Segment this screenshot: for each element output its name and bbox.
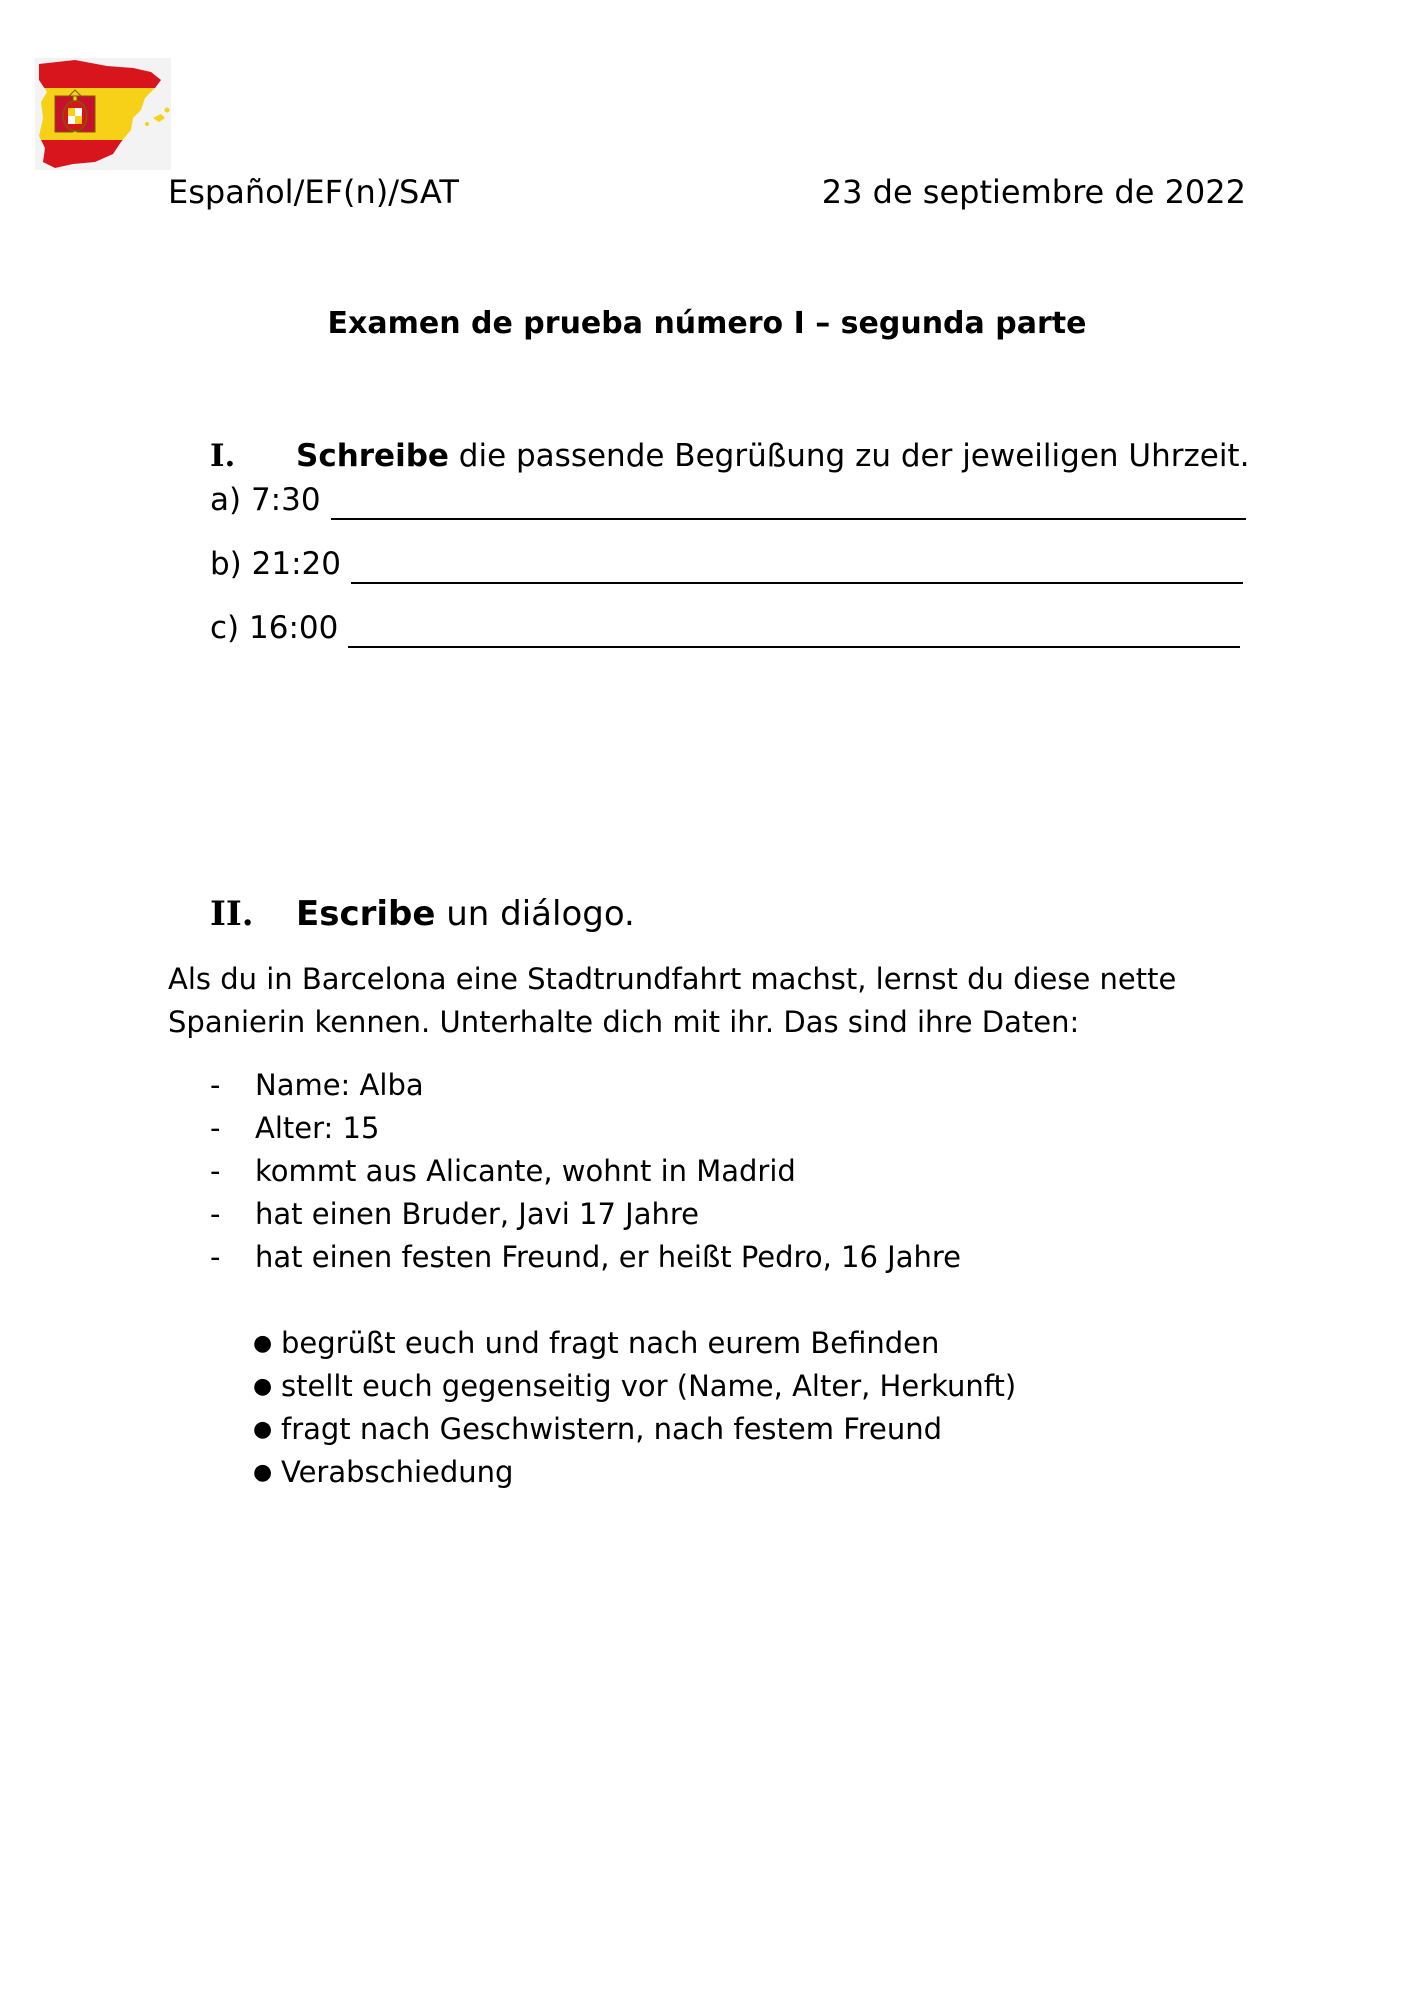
answer-row-c <box>210 608 1240 648</box>
list-item <box>210 1107 961 1150</box>
bullet-icon: ● <box>253 1331 273 1356</box>
bullet-icon: ● <box>253 1374 273 1399</box>
answer-line-b[interactable] <box>351 554 1243 584</box>
item-time: 16:00 <box>249 610 339 646</box>
item-time: 7:30 <box>250 482 321 518</box>
task-text: Verabschiedung <box>281 1455 514 1489</box>
answer-row-a <box>210 480 1246 520</box>
answer-line-c[interactable] <box>348 618 1240 648</box>
answer-row-b <box>210 544 1243 584</box>
fact-text: Alter: 15 <box>255 1111 380 1145</box>
spain-map-flag-icon <box>35 58 171 170</box>
section-1-instruction-verb: Schreibe <box>296 438 449 474</box>
list-item <box>210 1150 961 1193</box>
list-item <box>253 1408 1016 1451</box>
dash-marker: - <box>210 1240 221 1274</box>
section-2-heading <box>210 892 635 936</box>
fact-text: Name: Alba <box>255 1068 424 1102</box>
page-title: Examen de prueba número I – segunda parte <box>327 306 1087 341</box>
fact-text: kommt aus Alicante, wohnt in Madrid <box>255 1154 796 1188</box>
exam-date: 23 de septiembre de 2022 <box>821 173 1246 211</box>
section-2-intro: Als du in Barcelona eine Stadtrundfahrt machst, lernst du diese nette Spanierin kennen. Unterhalte dich mit ihr. Das sind ihre Daten: <box>168 962 1177 1039</box>
section-1-heading <box>210 436 1249 476</box>
task-text: begrüßt euch und fragt nach eurem Befinden <box>281 1326 940 1360</box>
item-label: b) <box>210 546 242 582</box>
bullet-icon: ● <box>253 1460 273 1485</box>
dash-marker: - <box>210 1111 221 1145</box>
task-text: fragt nach Geschwistern, nach festem Freund <box>281 1412 943 1446</box>
course-code: Español/EF(n)/SAT <box>168 173 459 211</box>
fact-text: hat einen festen Freund, er heißt Pedro, 16 Jahre <box>255 1240 961 1274</box>
bullet-icon: ● <box>253 1417 273 1442</box>
section-2-number: II. <box>210 894 254 934</box>
item-time: 21:20 <box>251 546 341 582</box>
tasks-list <box>253 1322 1016 1494</box>
section-2-instruction-text: un diálogo. <box>435 894 635 934</box>
dash-marker: - <box>210 1197 221 1231</box>
list-item <box>253 1451 1016 1494</box>
section-1-instruction-text: die passende Begrüßung zu der jeweiligen Uhrzeit. <box>448 438 1250 474</box>
facts-list <box>210 1064 961 1279</box>
section-2-instruction-verb: Escribe <box>296 894 436 934</box>
list-item <box>210 1236 961 1279</box>
section-1-number: I. <box>210 438 236 474</box>
item-label: a) <box>210 482 242 518</box>
answer-line-a[interactable] <box>331 490 1246 520</box>
dash-marker: - <box>210 1154 221 1188</box>
list-item <box>253 1322 1016 1365</box>
list-item <box>253 1365 1016 1408</box>
fact-text: hat einen Bruder, Javi 17 Jahre <box>255 1197 699 1231</box>
list-item <box>210 1193 961 1236</box>
dash-marker: - <box>210 1068 221 1102</box>
list-item <box>210 1064 961 1107</box>
task-text: stellt euch gegenseitig vor (Name, Alter, Herkunft) <box>281 1369 1017 1403</box>
item-label: c) <box>210 610 240 646</box>
